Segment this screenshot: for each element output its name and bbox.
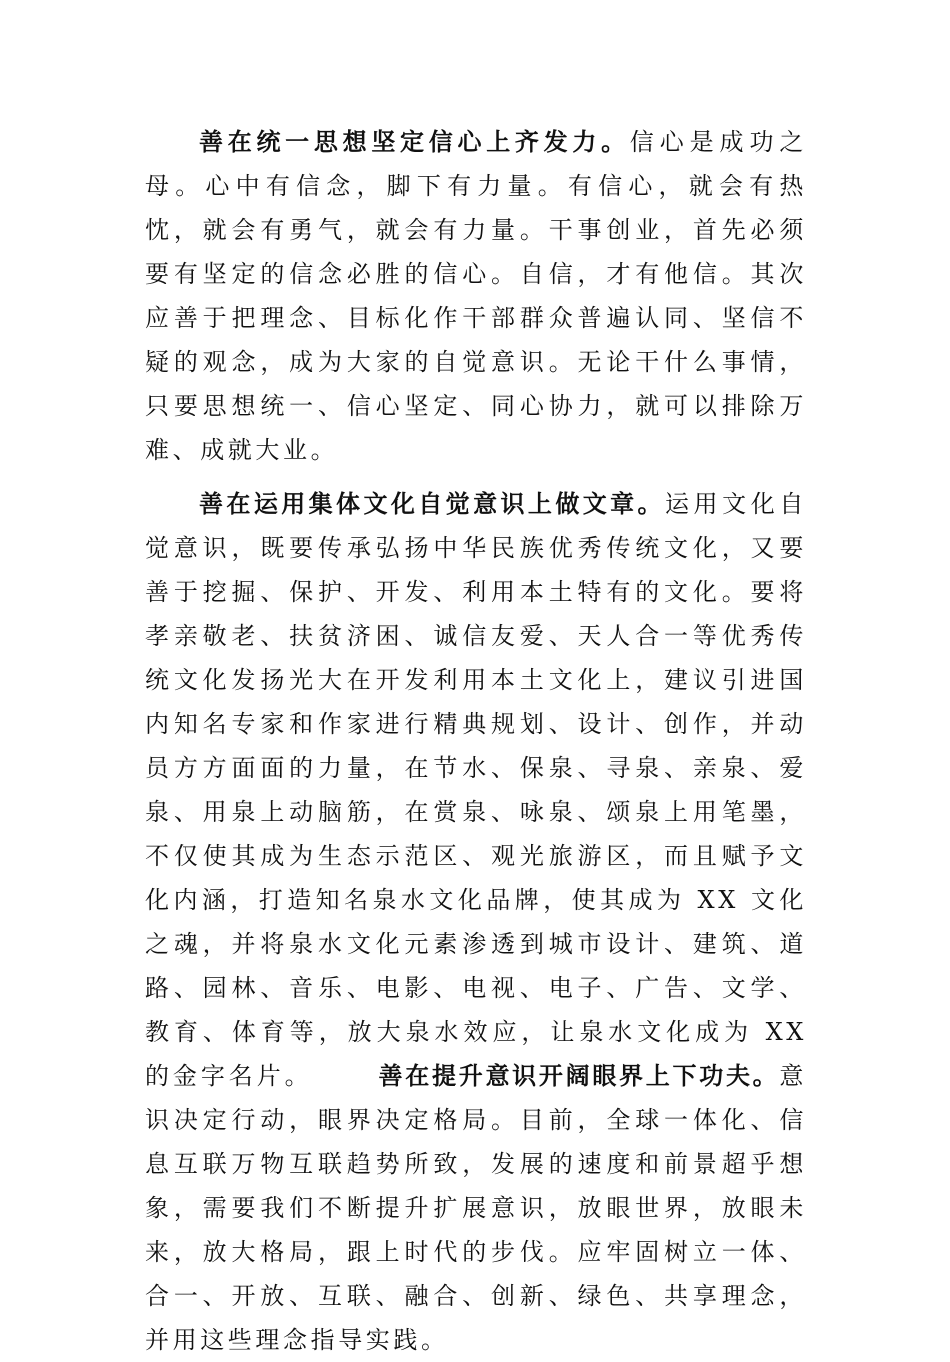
paragraph-text: 信心是成功之母。心中有信念，脚下有力量。有信心，就会有热忱，就会有勇气，就会有力量。干事创业，首先必须要有坚定的信念必胜的信心。自信，才有他信。其次应善于把理念、目标化作干部群众普遍认同、坚信不疑的观念，成为大家的自觉意识。无论干什么事情，只要思想统一、信心坚定、同心协力，就可以排除万难、成就大业。 bbox=[145, 128, 807, 464]
paragraph-unify-thought bbox=[145, 120, 807, 472]
paragraph-text: 运用文化自觉意识，既要传承弘扬中华民族优秀传统文化，又要善于挖掘、保护、开发、利用本土特有的文化。要将孝亲敬老、扶贫济困、诚信友爱、天人合一等优秀传统文化发扬光大在开发利用本土文化上，建议引进国内知名专家和作家进行精典规划、设计、创作，并动员方方面面的力量，在节水、保泉、寻泉、亲泉、爱泉、用泉上动脑筋，在赏泉、咏泉、颂泉上用笔墨，不仅使其成为生态示范区、观光旅游区，而且赋予文化内涵，打造知名泉水文化品牌，使其成为 XX 文化之魂，并将泉水文化元素渗透到城市设计、建筑、道路、园林、音乐、电影、电视、电子、广告、文学、教育、体育等，放大泉水效应，让泉水文化成为 XX 的金字名片。 bbox=[145, 490, 807, 1090]
document-body bbox=[145, 120, 807, 1362]
paragraph-text-inline: 意识决定行动，眼界决定格局。目前，全球一体化、信息互联万物互联趋势所致，发展的速度和前景超乎想象，需要我们不断提升扩展意识，放眼世界，放眼未来，放大格局，跟上时代的步伐。应牢固树立一体、合一、开放、互联、融合、创新、绿色、共享理念，并用这些理念指导实践。 bbox=[145, 1062, 807, 1354]
paragraph-heading-inline: 善在提升意识开阔眼界上下功夫。 bbox=[378, 1061, 780, 1090]
paragraph-heading: 善在运用集体文化自觉意识上做文章。 bbox=[199, 489, 665, 518]
paragraph-heading: 善在统一思想坚定信心上齐发力。 bbox=[199, 127, 630, 156]
paragraph-cultural-awareness bbox=[145, 482, 807, 1362]
